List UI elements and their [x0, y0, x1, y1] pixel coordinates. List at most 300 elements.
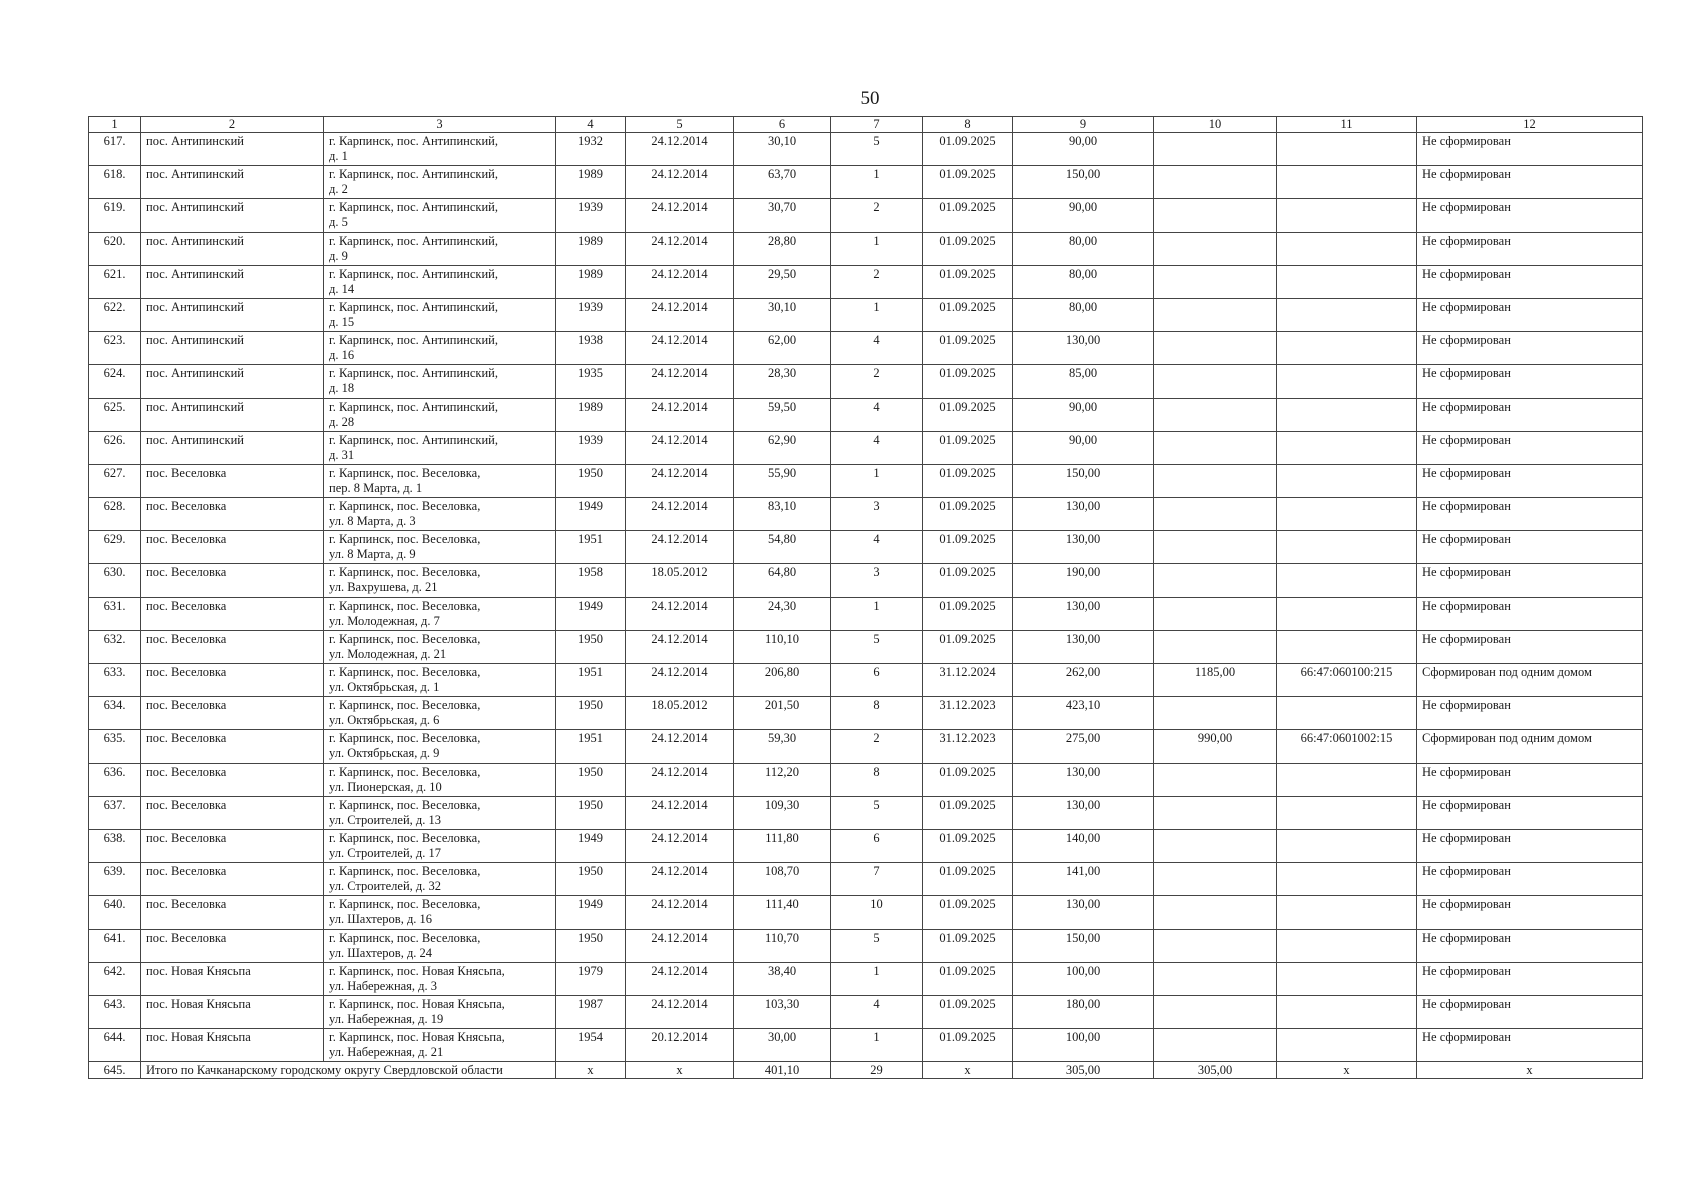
- cadastral-number-cell: [1277, 1029, 1417, 1062]
- cadastral-number-cell: [1277, 962, 1417, 995]
- row-number-cell: 622.: [89, 298, 141, 331]
- total-land: 305,00: [1154, 1062, 1277, 1079]
- cadastral-number-cell: [1277, 630, 1417, 663]
- cost-cell: 130,00: [1013, 630, 1154, 663]
- land-area-cell: [1154, 1029, 1277, 1062]
- address-cell: г. Карпинск, пос. Новая Княсьпа, ул. Набережная, д. 19: [324, 995, 556, 1028]
- recognition-date-cell: 24.12.2014: [626, 630, 734, 663]
- row-number-cell: 630.: [89, 564, 141, 597]
- land-status-cell: Не сформирован: [1417, 265, 1643, 298]
- column-header: 5: [626, 117, 734, 133]
- recognition-date-cell: 18.05.2012: [626, 564, 734, 597]
- cadastral-number-cell: [1277, 564, 1417, 597]
- resettlement-date-cell: 01.09.2025: [923, 232, 1013, 265]
- land-area-cell: [1154, 697, 1277, 730]
- year-built-cell: 1954: [556, 1029, 626, 1062]
- table-row: [89, 365, 1643, 398]
- cost-cell: 130,00: [1013, 498, 1154, 531]
- land-area-cell: 1185,00: [1154, 664, 1277, 697]
- recognition-date-cell: 24.12.2014: [626, 332, 734, 365]
- address-cell: г. Карпинск, пос. Веселовка, ул. Октябрьская, д. 1: [324, 664, 556, 697]
- residents-count-cell: 5: [831, 929, 923, 962]
- row-number-cell: 628.: [89, 498, 141, 531]
- settlement-cell: пос. Веселовка: [141, 464, 324, 497]
- total-year: х: [556, 1062, 626, 1079]
- total-count: 29: [831, 1062, 923, 1079]
- cadastral-number-cell: [1277, 597, 1417, 630]
- table-row: [89, 531, 1643, 564]
- land-area-cell: [1154, 929, 1277, 962]
- address-cell: г. Карпинск, пос. Веселовка, ул. Строителей, д. 17: [324, 829, 556, 862]
- recognition-date-cell: 24.12.2014: [626, 398, 734, 431]
- land-status-cell: Не сформирован: [1417, 398, 1643, 431]
- cost-cell: 100,00: [1013, 1029, 1154, 1062]
- table-row: [89, 265, 1643, 298]
- resettlement-date-cell: 01.09.2025: [923, 597, 1013, 630]
- resettlement-date-cell: 01.09.2025: [923, 199, 1013, 232]
- recognition-date-cell: 24.12.2014: [626, 664, 734, 697]
- address-cell: г. Карпинск, пос. Веселовка, пер. 8 Марта, д. 1: [324, 464, 556, 497]
- area-cell: 62,90: [734, 431, 831, 464]
- recognition-date-cell: 24.12.2014: [626, 365, 734, 398]
- resettlement-date-cell: 01.09.2025: [923, 929, 1013, 962]
- cadastral-number-cell: [1277, 995, 1417, 1028]
- settlement-cell: пос. Веселовка: [141, 597, 324, 630]
- land-status-cell: Не сформирован: [1417, 332, 1643, 365]
- year-built-cell: 1935: [556, 365, 626, 398]
- resettlement-date-cell: 31.12.2024: [923, 664, 1013, 697]
- land-area-cell: [1154, 896, 1277, 929]
- column-header: 2: [141, 117, 324, 133]
- address-cell: г. Карпинск, пос. Антипинский, д. 31: [324, 431, 556, 464]
- cost-cell: 275,00: [1013, 730, 1154, 763]
- residents-count-cell: 6: [831, 664, 923, 697]
- address-cell: г. Карпинск, пос. Веселовка, ул. Строителей, д. 13: [324, 796, 556, 829]
- recognition-date-cell: 24.12.2014: [626, 730, 734, 763]
- area-cell: 110,70: [734, 929, 831, 962]
- resettlement-date-cell: 31.12.2023: [923, 730, 1013, 763]
- resettlement-date-cell: 31.12.2023: [923, 697, 1013, 730]
- area-cell: 38,40: [734, 962, 831, 995]
- cadastral-number-cell: [1277, 365, 1417, 398]
- residents-count-cell: 7: [831, 863, 923, 896]
- year-built-cell: 1951: [556, 730, 626, 763]
- recognition-date-cell: 24.12.2014: [626, 962, 734, 995]
- table-row: [89, 1029, 1643, 1062]
- area-cell: 108,70: [734, 863, 831, 896]
- area-cell: 112,20: [734, 763, 831, 796]
- residents-count-cell: 4: [831, 398, 923, 431]
- table-row: [89, 962, 1643, 995]
- resettlement-date-cell: 01.09.2025: [923, 166, 1013, 199]
- table-body: [89, 133, 1643, 1062]
- cost-cell: 423,10: [1013, 697, 1154, 730]
- recognition-date-cell: 24.12.2014: [626, 232, 734, 265]
- settlement-cell: пос. Веселовка: [141, 763, 324, 796]
- row-number-cell: 634.: [89, 697, 141, 730]
- settlement-cell: пос. Антипинский: [141, 166, 324, 199]
- land-status-cell: Не сформирован: [1417, 298, 1643, 331]
- address-cell: г. Карпинск, пос. Антипинский, д. 16: [324, 332, 556, 365]
- residents-count-cell: 2: [831, 265, 923, 298]
- recognition-date-cell: 24.12.2014: [626, 995, 734, 1028]
- table-row: [89, 398, 1643, 431]
- resettlement-date-cell: 01.09.2025: [923, 398, 1013, 431]
- total-row: [89, 1062, 1643, 1079]
- settlement-cell: пос. Веселовка: [141, 730, 324, 763]
- year-built-cell: 1958: [556, 564, 626, 597]
- recognition-date-cell: 24.12.2014: [626, 796, 734, 829]
- row-number-cell: 620.: [89, 232, 141, 265]
- year-built-cell: 1950: [556, 697, 626, 730]
- table-row: [89, 697, 1643, 730]
- year-built-cell: 1939: [556, 199, 626, 232]
- cadastral-number-cell: [1277, 265, 1417, 298]
- land-status-cell: Не сформирован: [1417, 1029, 1643, 1062]
- land-area-cell: [1154, 166, 1277, 199]
- year-built-cell: 1949: [556, 829, 626, 862]
- row-number-cell: 621.: [89, 265, 141, 298]
- recognition-date-cell: 24.12.2014: [626, 431, 734, 464]
- cost-cell: 150,00: [1013, 166, 1154, 199]
- settlement-cell: пос. Антипинский: [141, 365, 324, 398]
- resettlement-date-cell: 01.09.2025: [923, 298, 1013, 331]
- resettlement-date-cell: 01.09.2025: [923, 464, 1013, 497]
- settlement-cell: пос. Антипинский: [141, 398, 324, 431]
- area-cell: 111,40: [734, 896, 831, 929]
- residents-count-cell: 4: [831, 431, 923, 464]
- area-cell: 55,90: [734, 464, 831, 497]
- recognition-date-cell: 24.12.2014: [626, 929, 734, 962]
- table-row: [89, 829, 1643, 862]
- settlement-cell: пос. Антипинский: [141, 133, 324, 166]
- land-status-cell: Не сформирован: [1417, 166, 1643, 199]
- address-cell: г. Карпинск, пос. Антипинский, д. 28: [324, 398, 556, 431]
- table-row: [89, 863, 1643, 896]
- row-number-cell: 626.: [89, 431, 141, 464]
- area-cell: 63,70: [734, 166, 831, 199]
- row-number-cell: 623.: [89, 332, 141, 365]
- address-cell: г. Карпинск, пос. Веселовка, ул. Вахрушева, д. 21: [324, 564, 556, 597]
- address-cell: г. Карпинск, пос. Веселовка, ул. Пионерская, д. 10: [324, 763, 556, 796]
- land-status-cell: Не сформирован: [1417, 763, 1643, 796]
- land-area-cell: [1154, 498, 1277, 531]
- year-built-cell: 1950: [556, 630, 626, 663]
- resettlement-date-cell: 01.09.2025: [923, 863, 1013, 896]
- row-number-cell: 631.: [89, 597, 141, 630]
- residents-count-cell: 8: [831, 697, 923, 730]
- recognition-date-cell: 24.12.2014: [626, 597, 734, 630]
- land-area-cell: 990,00: [1154, 730, 1277, 763]
- cadastral-number-cell: [1277, 531, 1417, 564]
- area-cell: 111,80: [734, 829, 831, 862]
- table-row: [89, 796, 1643, 829]
- area-cell: 206,80: [734, 664, 831, 697]
- year-built-cell: 1939: [556, 431, 626, 464]
- resettlement-date-cell: 01.09.2025: [923, 1029, 1013, 1062]
- year-built-cell: 1989: [556, 166, 626, 199]
- land-status-cell: Не сформирован: [1417, 796, 1643, 829]
- address-cell: г. Карпинск, пос. Веселовка, ул. Молодежная, д. 21: [324, 630, 556, 663]
- land-area-cell: [1154, 829, 1277, 862]
- page-number: 50: [860, 88, 880, 109]
- column-header: 7: [831, 117, 923, 133]
- row-number-cell: 619.: [89, 199, 141, 232]
- cadastral-number-cell: [1277, 332, 1417, 365]
- recognition-date-cell: 24.12.2014: [626, 829, 734, 862]
- residents-count-cell: 1: [831, 166, 923, 199]
- table-row: [89, 929, 1643, 962]
- address-cell: г. Карпинск, пос. Веселовка, ул. 8 Марта, д. 9: [324, 531, 556, 564]
- settlement-cell: пос. Новая Княсьпа: [141, 995, 324, 1028]
- cadastral-number-cell: [1277, 232, 1417, 265]
- land-status-cell: Сформирован под одним домом: [1417, 730, 1643, 763]
- area-cell: 110,10: [734, 630, 831, 663]
- year-built-cell: 1949: [556, 597, 626, 630]
- residents-count-cell: 1: [831, 298, 923, 331]
- land-area-cell: [1154, 962, 1277, 995]
- row-number-cell: 638.: [89, 829, 141, 862]
- cadastral-number-cell: [1277, 829, 1417, 862]
- year-built-cell: 1939: [556, 298, 626, 331]
- cost-cell: 90,00: [1013, 133, 1154, 166]
- year-built-cell: 1950: [556, 796, 626, 829]
- address-cell: г. Карпинск, пос. Антипинский, д. 9: [324, 232, 556, 265]
- row-number-cell: 642.: [89, 962, 141, 995]
- area-cell: 28,30: [734, 365, 831, 398]
- row-number-cell: 629.: [89, 531, 141, 564]
- resettlement-date-cell: 01.09.2025: [923, 531, 1013, 564]
- cadastral-number-cell: [1277, 133, 1417, 166]
- resettlement-date-cell: 01.09.2025: [923, 265, 1013, 298]
- cadastral-number-cell: [1277, 863, 1417, 896]
- address-cell: г. Карпинск, пос. Антипинский, д. 15: [324, 298, 556, 331]
- table-row: [89, 133, 1643, 166]
- resettlement-date-cell: 01.09.2025: [923, 995, 1013, 1028]
- cadastral-number-cell: [1277, 929, 1417, 962]
- cadastral-number-cell: [1277, 697, 1417, 730]
- settlement-cell: пос. Веселовка: [141, 896, 324, 929]
- settlement-cell: пос. Новая Княсьпа: [141, 1029, 324, 1062]
- cost-cell: 80,00: [1013, 298, 1154, 331]
- column-header: 3: [324, 117, 556, 133]
- year-built-cell: 1950: [556, 929, 626, 962]
- area-cell: 30,10: [734, 298, 831, 331]
- address-cell: г. Карпинск, пос. Веселовка, ул. Октябрьская, д. 6: [324, 697, 556, 730]
- residents-count-cell: 1: [831, 597, 923, 630]
- residents-count-cell: 3: [831, 498, 923, 531]
- housing-registry-table: [88, 116, 1643, 1079]
- settlement-cell: пос. Веселовка: [141, 564, 324, 597]
- land-area-cell: [1154, 564, 1277, 597]
- cadastral-number-cell: [1277, 431, 1417, 464]
- land-status-cell: Не сформирован: [1417, 232, 1643, 265]
- settlement-cell: пос. Антипинский: [141, 298, 324, 331]
- land-status-cell: Не сформирован: [1417, 995, 1643, 1028]
- table-row: [89, 597, 1643, 630]
- residents-count-cell: 5: [831, 796, 923, 829]
- resettlement-date-cell: 01.09.2025: [923, 498, 1013, 531]
- cadastral-number-cell: [1277, 166, 1417, 199]
- resettlement-date-cell: 01.09.2025: [923, 829, 1013, 862]
- residents-count-cell: 2: [831, 199, 923, 232]
- residents-count-cell: 2: [831, 365, 923, 398]
- resettlement-date-cell: 01.09.2025: [923, 431, 1013, 464]
- recognition-date-cell: 24.12.2014: [626, 133, 734, 166]
- recognition-date-cell: 24.12.2014: [626, 863, 734, 896]
- column-header: 6: [734, 117, 831, 133]
- total-date: х: [626, 1062, 734, 1079]
- land-status-cell: Не сформирован: [1417, 531, 1643, 564]
- residents-count-cell: 5: [831, 133, 923, 166]
- address-cell: г. Карпинск, пос. Веселовка, ул. 8 Марта, д. 3: [324, 498, 556, 531]
- address-cell: г. Карпинск, пос. Веселовка, ул. Октябрьская, д. 9: [324, 730, 556, 763]
- area-cell: 59,30: [734, 730, 831, 763]
- year-built-cell: 1979: [556, 962, 626, 995]
- table-row: [89, 730, 1643, 763]
- address-cell: г. Карпинск, пос. Антипинский, д. 18: [324, 365, 556, 398]
- column-header: 10: [1154, 117, 1277, 133]
- address-cell: г. Карпинск, пос. Антипинский, д. 1: [324, 133, 556, 166]
- address-cell: г. Карпинск, пос. Антипинский, д. 2: [324, 166, 556, 199]
- year-built-cell: 1989: [556, 265, 626, 298]
- area-cell: 29,50: [734, 265, 831, 298]
- table-row: [89, 199, 1643, 232]
- cost-cell: 130,00: [1013, 332, 1154, 365]
- cadastral-number-cell: [1277, 464, 1417, 497]
- land-area-cell: [1154, 265, 1277, 298]
- land-area-cell: [1154, 332, 1277, 365]
- cadastral-number-cell: [1277, 298, 1417, 331]
- table-row: [89, 896, 1643, 929]
- resettlement-date-cell: 01.09.2025: [923, 896, 1013, 929]
- area-cell: 28,80: [734, 232, 831, 265]
- land-area-cell: [1154, 232, 1277, 265]
- total-area: 401,10: [734, 1062, 831, 1079]
- land-status-cell: Сформирован под одним домом: [1417, 664, 1643, 697]
- land-area-cell: [1154, 630, 1277, 663]
- address-cell: г. Карпинск, пос. Веселовка, ул. Строителей, д. 32: [324, 863, 556, 896]
- residents-count-cell: 8: [831, 763, 923, 796]
- recognition-date-cell: 24.12.2014: [626, 464, 734, 497]
- year-built-cell: 1951: [556, 531, 626, 564]
- row-number-cell: 643.: [89, 995, 141, 1028]
- recognition-date-cell: 24.12.2014: [626, 763, 734, 796]
- recognition-date-cell: 18.05.2012: [626, 697, 734, 730]
- land-area-cell: [1154, 133, 1277, 166]
- year-built-cell: 1938: [556, 332, 626, 365]
- residents-count-cell: 5: [831, 630, 923, 663]
- cost-cell: 100,00: [1013, 962, 1154, 995]
- total-number: 645.: [89, 1062, 141, 1079]
- cost-cell: 130,00: [1013, 796, 1154, 829]
- table-row: [89, 498, 1643, 531]
- address-cell: г. Карпинск, пос. Новая Княсьпа, ул. Набережная, д. 3: [324, 962, 556, 995]
- settlement-cell: пос. Веселовка: [141, 796, 324, 829]
- land-area-cell: [1154, 298, 1277, 331]
- recognition-date-cell: 24.12.2014: [626, 298, 734, 331]
- column-header: 11: [1277, 117, 1417, 133]
- column-header: 1: [89, 117, 141, 133]
- land-status-cell: Не сформирован: [1417, 896, 1643, 929]
- residents-count-cell: 3: [831, 564, 923, 597]
- year-built-cell: 1950: [556, 763, 626, 796]
- cost-cell: 130,00: [1013, 531, 1154, 564]
- total-cost: 305,00: [1013, 1062, 1154, 1079]
- table-row: [89, 166, 1643, 199]
- area-cell: 109,30: [734, 796, 831, 829]
- settlement-cell: пос. Веселовка: [141, 630, 324, 663]
- table-row: [89, 298, 1643, 331]
- column-header: 4: [556, 117, 626, 133]
- recognition-date-cell: 20.12.2014: [626, 1029, 734, 1062]
- area-cell: 64,80: [734, 564, 831, 597]
- resettlement-date-cell: 01.09.2025: [923, 133, 1013, 166]
- cost-cell: 141,00: [1013, 863, 1154, 896]
- residents-count-cell: 1: [831, 962, 923, 995]
- settlement-cell: пос. Веселовка: [141, 697, 324, 730]
- resettlement-date-cell: 01.09.2025: [923, 332, 1013, 365]
- residents-count-cell: 2: [831, 730, 923, 763]
- residents-count-cell: 4: [831, 531, 923, 564]
- cost-cell: 90,00: [1013, 199, 1154, 232]
- land-status-cell: Не сформирован: [1417, 962, 1643, 995]
- row-number-cell: 624.: [89, 365, 141, 398]
- residents-count-cell: 1: [831, 464, 923, 497]
- cost-cell: 130,00: [1013, 896, 1154, 929]
- cost-cell: 150,00: [1013, 464, 1154, 497]
- land-area-cell: [1154, 431, 1277, 464]
- total-cadastral: х: [1277, 1062, 1417, 1079]
- cadastral-number-cell: 66:47:0601002:15: [1277, 730, 1417, 763]
- cost-cell: 150,00: [1013, 929, 1154, 962]
- table-row: [89, 664, 1643, 697]
- land-status-cell: Не сформирован: [1417, 929, 1643, 962]
- column-header: 12: [1417, 117, 1643, 133]
- land-status-cell: Не сформирован: [1417, 829, 1643, 862]
- cadastral-number-cell: [1277, 498, 1417, 531]
- year-built-cell: 1987: [556, 995, 626, 1028]
- land-status-cell: Не сформирован: [1417, 365, 1643, 398]
- land-area-cell: [1154, 796, 1277, 829]
- address-cell: г. Карпинск, пос. Веселовка, ул. Молодежная, д. 7: [324, 597, 556, 630]
- row-number-cell: 617.: [89, 133, 141, 166]
- residents-count-cell: 1: [831, 1029, 923, 1062]
- row-number-cell: 639.: [89, 863, 141, 896]
- recognition-date-cell: 24.12.2014: [626, 199, 734, 232]
- recognition-date-cell: 24.12.2014: [626, 498, 734, 531]
- area-cell: 30,70: [734, 199, 831, 232]
- year-built-cell: 1949: [556, 498, 626, 531]
- cost-cell: 140,00: [1013, 829, 1154, 862]
- area-cell: 30,00: [734, 1029, 831, 1062]
- cost-cell: 90,00: [1013, 398, 1154, 431]
- table-row: [89, 464, 1643, 497]
- land-status-cell: Не сформирован: [1417, 431, 1643, 464]
- residents-count-cell: 1: [831, 232, 923, 265]
- address-cell: г. Карпинск, пос. Антипинский, д. 5: [324, 199, 556, 232]
- land-status-cell: Не сформирован: [1417, 498, 1643, 531]
- resettlement-date-cell: 01.09.2025: [923, 564, 1013, 597]
- resettlement-date-cell: 01.09.2025: [923, 796, 1013, 829]
- cadastral-number-cell: [1277, 796, 1417, 829]
- cost-cell: 80,00: [1013, 265, 1154, 298]
- resettlement-date-cell: 01.09.2025: [923, 365, 1013, 398]
- row-number-cell: 625.: [89, 398, 141, 431]
- cost-cell: 190,00: [1013, 564, 1154, 597]
- row-number-cell: 627.: [89, 464, 141, 497]
- table-row: [89, 763, 1643, 796]
